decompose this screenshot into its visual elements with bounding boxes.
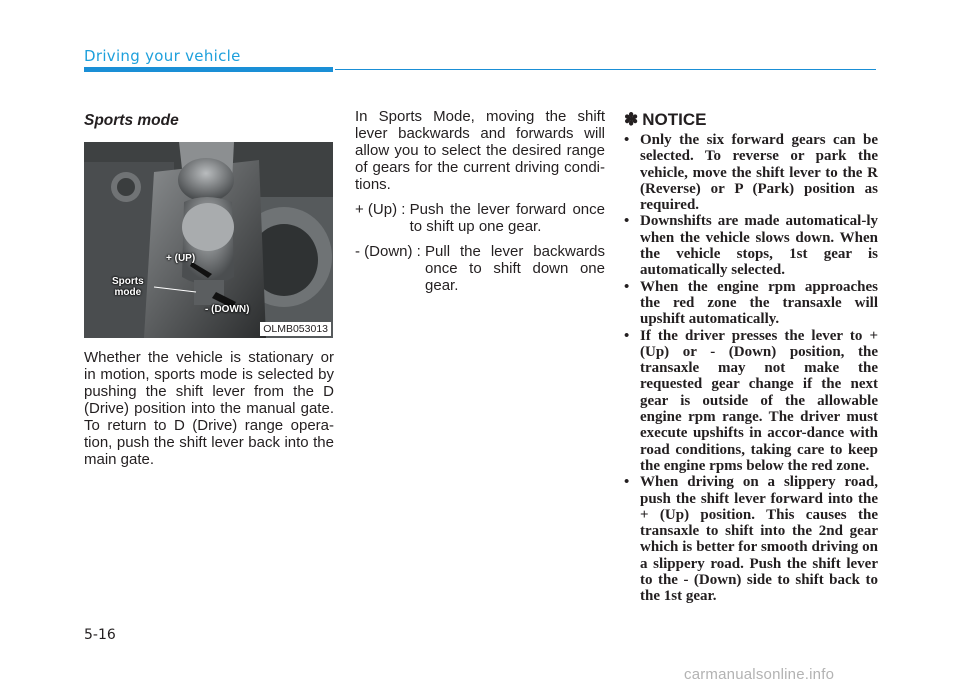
list-item: • Downshifts are made automatical-ly when the vehicle slows down. When the vehicle stops, 1st gear is automatically selected.	[624, 213, 878, 279]
page-number: 5-16	[84, 627, 116, 643]
list-item: • If the driver presses the lever to + (Up) or - (Down) position, the transaxle may not make the requested gear change if the next gear is outside of the allowable engine rpm range. The driver must execute upshifts in accor-dance with road conditions, taking care to keep the engine rpms below the red zone.	[624, 327, 878, 474]
shift-lever-photo	[84, 142, 333, 338]
sports-mode-intro: In Sports Mode, moving the shift lever backwards and forwards will allow you to select the desired range of gears for the current driving condi-tions.	[355, 108, 605, 193]
notice-list	[624, 132, 878, 605]
header-rule-thick	[84, 67, 333, 72]
middle-column	[355, 108, 605, 302]
section-header: Driving your vehicle	[84, 47, 241, 65]
list-item: • Only the six forward gears can be selected. To reverse or park the vehicle, move the shift lever to the R (Reverse) or P (Park) position as required.	[624, 132, 878, 214]
def-up-text: Push the lever forward once to shift up one gear.	[409, 201, 605, 235]
sports-mode-body: Whether the vehicle is stationary or in motion, sports mode is selected by pushing the shift lever from the D (Drive) position into the manual gate. To return to D (Drive) range opera-tion, push the shift lever back into the main gate.	[84, 349, 334, 468]
notice-heading	[624, 111, 878, 128]
list-item: • When the engine rpm approaches the red zone the transaxle will upshift automatically.	[624, 278, 878, 328]
def-down-term: - (Down) :	[355, 243, 426, 260]
photo-code: OLMB053013	[260, 322, 331, 336]
section-title: Sports mode	[84, 112, 179, 129]
def-up-term: + (Up) :	[355, 201, 410, 218]
asterisk-icon: ✽	[624, 110, 639, 129]
down-label: - (DOWN)	[205, 304, 250, 315]
def-up	[355, 201, 605, 235]
notice-column	[624, 108, 878, 605]
up-label: + (UP)	[166, 253, 196, 264]
header-rule-thin	[335, 69, 876, 70]
notice-title: NOTICE	[642, 110, 707, 129]
sports-mode-label: Sports mode	[112, 276, 144, 298]
left-column	[84, 108, 334, 468]
list-item: • When driving on a slippery road, push the shift lever forward into the + (Up) position. This causes the transaxle to shift into the 2nd gear which is better for smooth driving on a slippery road. Push the shift lever to the - (Down) side to shift back to the 1st gear.	[624, 474, 878, 605]
def-down-text: Pull the lever backwards once to shift down one gear.	[425, 243, 605, 294]
watermark: carmanualsonline.info	[684, 666, 835, 683]
def-down	[355, 243, 605, 294]
